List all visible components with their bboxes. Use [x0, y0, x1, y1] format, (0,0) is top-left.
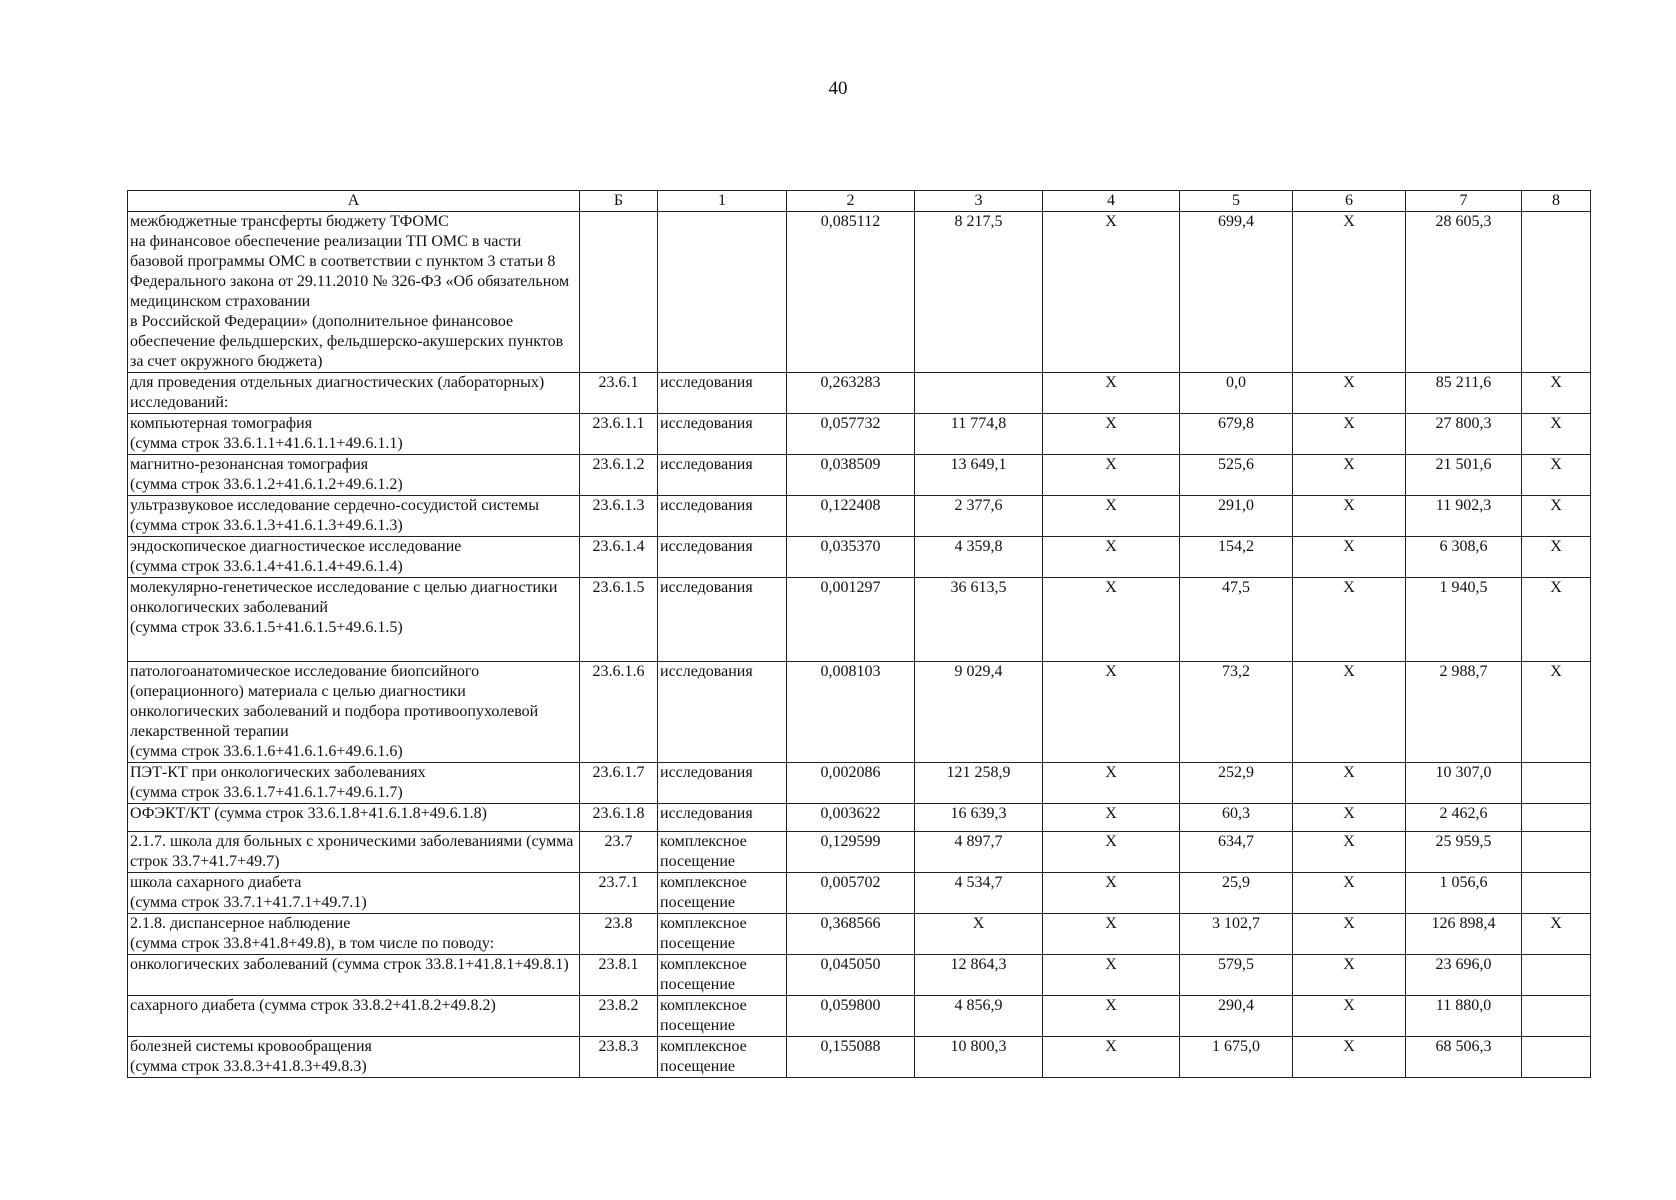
col-2-cell: 0,038509	[787, 455, 915, 496]
table-row	[128, 804, 1591, 832]
col-7-cell: 68 506,3	[1406, 1037, 1522, 1078]
col-3-cell	[915, 373, 1043, 414]
col-3-cell: 12 864,3	[915, 955, 1043, 996]
column-header: 6	[1293, 191, 1406, 212]
col-3-cell: 36 613,5	[915, 578, 1043, 662]
column-header: 1	[658, 191, 787, 212]
col-5-cell: 699,4	[1180, 212, 1293, 373]
col-5-cell: 0,0	[1180, 373, 1293, 414]
col-6-cell: Х	[1293, 578, 1406, 662]
col-7-cell: 25 959,5	[1406, 832, 1522, 873]
col-8-cell	[1522, 832, 1591, 873]
row-code-cell: 23.8.1	[580, 955, 658, 996]
column-header: А	[128, 191, 580, 212]
col-8-cell	[1522, 804, 1591, 832]
col-6-cell: Х	[1293, 212, 1406, 373]
row-code-cell: 23.6.1.3	[580, 496, 658, 537]
col-7-cell: 1 056,6	[1406, 873, 1522, 914]
column-header: 8	[1522, 191, 1591, 212]
row-unit-cell: исследования	[658, 763, 787, 804]
col-7-cell: 85 211,6	[1406, 373, 1522, 414]
col-7-cell: 10 307,0	[1406, 763, 1522, 804]
col-3-cell: 121 258,9	[915, 763, 1043, 804]
col-7-cell: 21 501,6	[1406, 455, 1522, 496]
col-8-cell: Х	[1522, 496, 1591, 537]
row-unit-cell: исследования	[658, 455, 787, 496]
col-4-cell: Х	[1043, 955, 1180, 996]
col-6-cell: Х	[1293, 537, 1406, 578]
col-5-cell: 634,7	[1180, 832, 1293, 873]
col-8-cell: Х	[1522, 914, 1591, 955]
col-8-cell: Х	[1522, 414, 1591, 455]
row-unit-cell: исследования	[658, 537, 787, 578]
col-2-cell: 0,005702	[787, 873, 915, 914]
col-4-cell: Х	[1043, 763, 1180, 804]
col-6-cell: Х	[1293, 804, 1406, 832]
col-5-cell: 291,0	[1180, 496, 1293, 537]
col-6-cell: Х	[1293, 763, 1406, 804]
row-name-cell: ОФЭКТ/КТ (сумма строк 33.6.1.8+41.6.1.8+49.6.1.8)	[128, 804, 580, 832]
row-name-cell: ПЭТ-КТ при онкологических заболеваниях (сумма строк 33.6.1.7+41.6.1.7+49.6.1.7)	[128, 763, 580, 804]
col-7-cell: 6 308,6	[1406, 537, 1522, 578]
col-8-cell	[1522, 955, 1591, 996]
col-3-cell: 13 649,1	[915, 455, 1043, 496]
col-6-cell: Х	[1293, 996, 1406, 1037]
col-6-cell: Х	[1293, 496, 1406, 537]
row-code-cell: 23.6.1.2	[580, 455, 658, 496]
row-name-cell: компьютерная томография (сумма строк 33.6.1.1+41.6.1.1+49.6.1.1)	[128, 414, 580, 455]
row-unit-cell: исследования	[658, 662, 787, 763]
col-3-cell: 16 639,3	[915, 804, 1043, 832]
column-header: 7	[1406, 191, 1522, 212]
col-8-cell: Х	[1522, 662, 1591, 763]
col-4-cell: Х	[1043, 996, 1180, 1037]
col-2-cell: 0,001297	[787, 578, 915, 662]
col-7-cell: 23 696,0	[1406, 955, 1522, 996]
col-8-cell	[1522, 996, 1591, 1037]
row-code-cell: 23.6.1.1	[580, 414, 658, 455]
col-5-cell: 47,5	[1180, 578, 1293, 662]
row-code-cell: 23.6.1.7	[580, 763, 658, 804]
row-code-cell: 23.6.1.6	[580, 662, 658, 763]
column-header: 3	[915, 191, 1043, 212]
col-3-cell: 11 774,8	[915, 414, 1043, 455]
row-name-cell: сахарного диабета (сумма строк 33.8.2+41.8.2+49.8.2)	[128, 996, 580, 1037]
col-4-cell: Х	[1043, 804, 1180, 832]
row-name-cell: 2.1.8. диспансерное наблюдение (сумма строк 33.8+41.8+49.8), в том числе по поводу:	[128, 914, 580, 955]
col-4-cell: Х	[1043, 914, 1180, 955]
col-5-cell: 525,6	[1180, 455, 1293, 496]
table-row	[128, 662, 1591, 763]
col-2-cell: 0,085112	[787, 212, 915, 373]
table-row	[128, 763, 1591, 804]
col-4-cell: Х	[1043, 873, 1180, 914]
row-name-cell: школа сахарного диабета (сумма строк 33.7.1+41.7.1+49.7.1)	[128, 873, 580, 914]
row-code-cell: 23.6.1.4	[580, 537, 658, 578]
col-4-cell: Х	[1043, 455, 1180, 496]
table-row	[128, 955, 1591, 996]
col-3-cell: 2 377,6	[915, 496, 1043, 537]
col-4-cell: Х	[1043, 578, 1180, 662]
col-6-cell: Х	[1293, 414, 1406, 455]
col-3-cell: 9 029,4	[915, 662, 1043, 763]
col-5-cell: 25,9	[1180, 873, 1293, 914]
table-row	[128, 414, 1591, 455]
col-2-cell: 0,003622	[787, 804, 915, 832]
col-6-cell: Х	[1293, 914, 1406, 955]
row-unit-cell: комплексное посещение	[658, 996, 787, 1037]
table-row	[128, 537, 1591, 578]
row-code-cell: 23.7	[580, 832, 658, 873]
row-name-cell: патологоанатомическое исследование биопсийного (операционного) материала с целью диагностики онкологических заболеваний и подбора противоопухолевой лекарственной терапии (сумма строк 33.6.1.6+41.6.1.6+49.6.1.6)	[128, 662, 580, 763]
table-row	[128, 996, 1591, 1037]
row-code-cell: 23.8.3	[580, 1037, 658, 1078]
col-3-cell: 4 534,7	[915, 873, 1043, 914]
col-8-cell: Х	[1522, 537, 1591, 578]
table-row	[128, 578, 1591, 662]
col-5-cell: 73,2	[1180, 662, 1293, 763]
col-5-cell: 1 675,0	[1180, 1037, 1293, 1078]
col-8-cell: Х	[1522, 578, 1591, 662]
page-number: 40	[828, 78, 848, 99]
col-7-cell: 11 902,3	[1406, 496, 1522, 537]
row-name-cell: молекулярно-генетическое исследование с целью диагностики онкологических заболеваний (сумма строк 33.6.1.5+41.6.1.5+49.6.1.5)	[128, 578, 580, 662]
row-name-cell: болезней системы кровообращения (сумма строк 33.8.3+41.8.3+49.8.3)	[128, 1037, 580, 1078]
row-name-cell: ультразвуковое исследование сердечно-сосудистой системы (сумма строк 33.6.1.3+41.6.1.3+49.6.1.3)	[128, 496, 580, 537]
row-unit-cell	[658, 212, 787, 373]
col-5-cell: 154,2	[1180, 537, 1293, 578]
col-2-cell: 0,122408	[787, 496, 915, 537]
col-7-cell: 11 880,0	[1406, 996, 1522, 1037]
column-header: 4	[1043, 191, 1180, 212]
col-4-cell: Х	[1043, 212, 1180, 373]
col-4-cell: Х	[1043, 414, 1180, 455]
col-4-cell: Х	[1043, 496, 1180, 537]
row-name-cell: эндоскопическое диагностическое исследование (сумма строк 33.6.1.4+41.6.1.4+49.6.1.4)	[128, 537, 580, 578]
row-name-cell: межбюджетные трансферты бюджету ТФОМС на финансовое обеспечение реализации ТП ОМС в части базовой программы ОМС в соответствии с пунктом 3 статьи 8 Федерального закона от 29.11.2010 № 326-ФЗ «Об обязательном медицинском страховании в Российской Федерации» (дополнительное финансовое обеспечение фельдшерских, фельдшерско-акушерских пунктов за счет окружного бюджета)	[128, 212, 580, 373]
col-2-cell: 0,059800	[787, 996, 915, 1037]
col-3-cell: 4 897,7	[915, 832, 1043, 873]
col-6-cell: Х	[1293, 662, 1406, 763]
row-name-cell: для проведения отдельных диагностических (лабораторных) исследований:	[128, 373, 580, 414]
col-3-cell: 10 800,3	[915, 1037, 1043, 1078]
col-2-cell: 0,002086	[787, 763, 915, 804]
col-7-cell: 126 898,4	[1406, 914, 1522, 955]
row-code-cell: 23.8.2	[580, 996, 658, 1037]
column-header: Б	[580, 191, 658, 212]
col-3-cell: 4 359,8	[915, 537, 1043, 578]
col-5-cell: 3 102,7	[1180, 914, 1293, 955]
row-name-cell: магнитно-резонансная томография (сумма строк 33.6.1.2+41.6.1.2+49.6.1.2)	[128, 455, 580, 496]
row-unit-cell: исследования	[658, 373, 787, 414]
row-code-cell: 23.6.1.8	[580, 804, 658, 832]
table-row	[128, 373, 1591, 414]
col-5-cell: 679,8	[1180, 414, 1293, 455]
row-unit-cell: комплексное посещение	[658, 1037, 787, 1078]
col-5-cell: 579,5	[1180, 955, 1293, 996]
col-6-cell: Х	[1293, 873, 1406, 914]
col-3-cell: Х	[915, 914, 1043, 955]
col-4-cell: Х	[1043, 373, 1180, 414]
row-code-cell: 23.8	[580, 914, 658, 955]
table-body	[128, 212, 1591, 1078]
col-8-cell	[1522, 873, 1591, 914]
col-6-cell: Х	[1293, 832, 1406, 873]
col-2-cell: 0,129599	[787, 832, 915, 873]
col-7-cell: 28 605,3	[1406, 212, 1522, 373]
col-8-cell	[1522, 763, 1591, 804]
table-header-row	[128, 191, 1591, 212]
col-7-cell: 27 800,3	[1406, 414, 1522, 455]
col-7-cell: 1 940,5	[1406, 578, 1522, 662]
col-8-cell	[1522, 1037, 1591, 1078]
col-6-cell: Х	[1293, 373, 1406, 414]
col-5-cell: 60,3	[1180, 804, 1293, 832]
col-4-cell: Х	[1043, 537, 1180, 578]
col-6-cell: Х	[1293, 1037, 1406, 1078]
table-row	[128, 496, 1591, 537]
col-2-cell: 0,057732	[787, 414, 915, 455]
row-name-cell: 2.1.7. школа для больных с хроническими заболеваниями (сумма строк 33.7+41.7+49.7)	[128, 832, 580, 873]
column-header: 5	[1180, 191, 1293, 212]
table-row	[128, 914, 1591, 955]
col-6-cell: Х	[1293, 955, 1406, 996]
table-row	[128, 212, 1591, 373]
col-2-cell: 0,263283	[787, 373, 915, 414]
row-unit-cell: исследования	[658, 804, 787, 832]
table-row	[128, 1037, 1591, 1078]
col-7-cell: 2 988,7	[1406, 662, 1522, 763]
col-4-cell: Х	[1043, 832, 1180, 873]
row-code-cell	[580, 212, 658, 373]
table-row	[128, 455, 1591, 496]
col-2-cell: 0,155088	[787, 1037, 915, 1078]
col-8-cell: Х	[1522, 373, 1591, 414]
col-2-cell: 0,045050	[787, 955, 915, 996]
row-unit-cell: комплексное посещение	[658, 832, 787, 873]
col-5-cell: 290,4	[1180, 996, 1293, 1037]
row-unit-cell: комплексное посещение	[658, 873, 787, 914]
row-unit-cell: исследования	[658, 496, 787, 537]
row-code-cell: 23.7.1	[580, 873, 658, 914]
column-header: 2	[787, 191, 915, 212]
col-2-cell: 0,008103	[787, 662, 915, 763]
col-3-cell: 8 217,5	[915, 212, 1043, 373]
col-4-cell: Х	[1043, 662, 1180, 763]
row-code-cell: 23.6.1.5	[580, 578, 658, 662]
col-6-cell: Х	[1293, 455, 1406, 496]
col-3-cell: 4 856,9	[915, 996, 1043, 1037]
col-2-cell: 0,035370	[787, 537, 915, 578]
row-unit-cell: исследования	[658, 578, 787, 662]
col-8-cell	[1522, 212, 1591, 373]
col-4-cell: Х	[1043, 1037, 1180, 1078]
col-2-cell: 0,368566	[787, 914, 915, 955]
row-name-cell: онкологических заболеваний (сумма строк 33.8.1+41.8.1+49.8.1)	[128, 955, 580, 996]
data-table	[127, 190, 1591, 1078]
col-5-cell: 252,9	[1180, 763, 1293, 804]
row-code-cell: 23.6.1	[580, 373, 658, 414]
col-8-cell: Х	[1522, 455, 1591, 496]
row-unit-cell: исследования	[658, 414, 787, 455]
row-unit-cell: комплексное посещение	[658, 955, 787, 996]
table-row	[128, 873, 1591, 914]
row-unit-cell: комплексное посещение	[658, 914, 787, 955]
table-row	[128, 832, 1591, 873]
col-7-cell: 2 462,6	[1406, 804, 1522, 832]
